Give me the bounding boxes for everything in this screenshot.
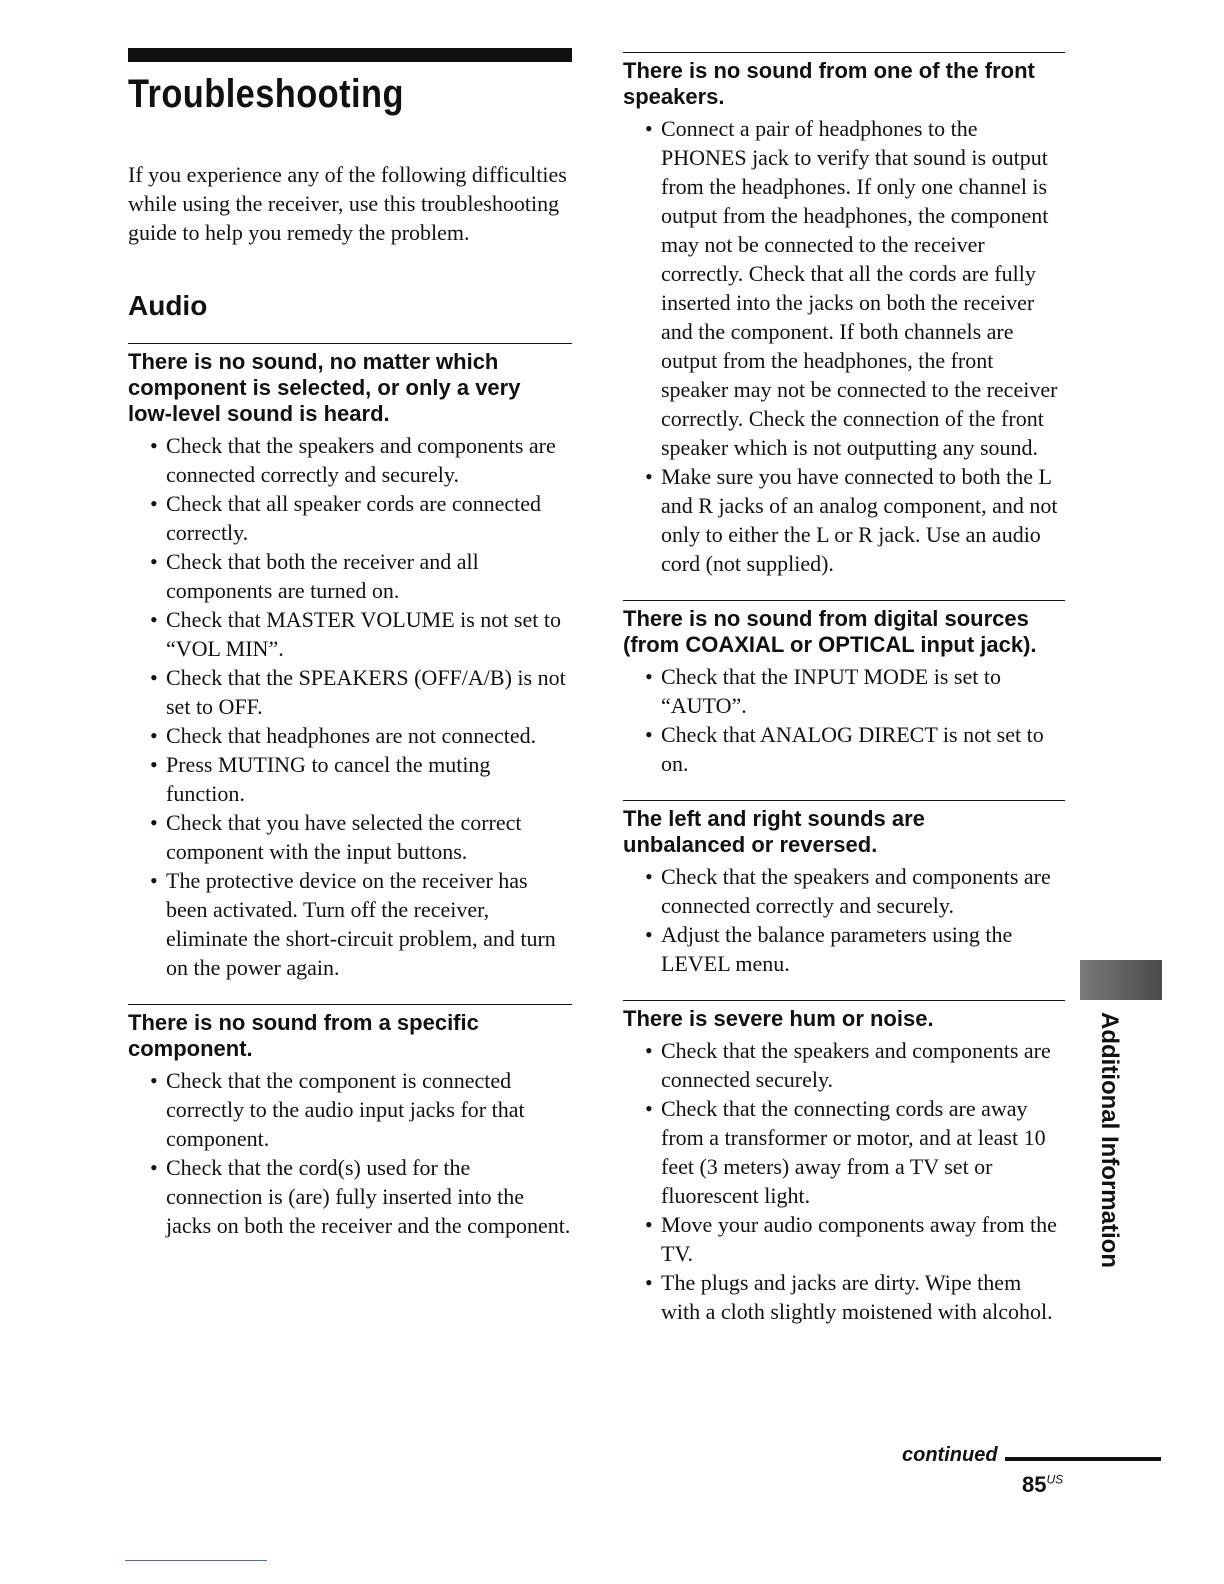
- continued-rule: [1005, 1457, 1161, 1461]
- intro-paragraph: If you experience any of the following difficulties while using the receiver, use this troubleshooting guide to help you remedy the problem.: [128, 162, 567, 245]
- tip-item: • Check that the INPUT MODE is set to “AUTO”.: [645, 662, 1065, 720]
- tip-item: • Check that the speakers and components are connected correctly and securely.: [645, 862, 1065, 920]
- page-title: Troubleshooting: [128, 72, 404, 116]
- issue-digital-sources: [623, 600, 1065, 778]
- issue-hum-noise: [623, 1000, 1065, 1326]
- tip-item: • Check that ANALOG DIRECT is not set to on.: [645, 720, 1065, 778]
- issue-title: There is no sound from digital sources (from COAXIAL or OPTICAL input jack).: [623, 606, 1037, 657]
- tip-item: • The plugs and jacks are dirty. Wipe them with a cloth slightly moistened with alcohol.: [645, 1268, 1065, 1326]
- tip-list: [623, 1036, 1065, 1326]
- tip-list: [623, 862, 1065, 978]
- tip-list: [128, 431, 572, 982]
- issue-specific-component: [128, 1004, 572, 1240]
- page-number: [1022, 1472, 1063, 1498]
- tip-item: • Check that headphones are not connected.: [150, 721, 572, 750]
- continued-label: continued: [902, 1444, 998, 1466]
- issue-front-speaker: [623, 52, 1065, 578]
- tip-item: • Press MUTING to cancel the muting function.: [150, 750, 572, 808]
- issue-title: There is severe hum or noise.: [623, 1006, 934, 1031]
- issue-title: There is no sound from one of the front speakers.: [623, 58, 1035, 109]
- side-tab-marker: [1080, 960, 1162, 1000]
- side-tab-label: Additional Information: [1096, 1012, 1123, 1268]
- issue-title: There is no sound from a specific component.: [128, 1010, 479, 1061]
- tip-item: • Make sure you have connected to both the L and R jacks of an analog component, and not only to either the L or R jack. Use an audio cord (not supplied).: [645, 462, 1065, 578]
- tip-list: [128, 1066, 572, 1240]
- right-column: [623, 52, 1065, 1326]
- tip-list: [623, 114, 1065, 578]
- tip-item: • Check that the connecting cords are away from a transformer or motor, and at least 10 feet (3 meters) away from a TV set or fluorescent light.: [645, 1094, 1065, 1210]
- bottom-rule: [125, 1560, 267, 1561]
- tip-item: • Check that you have selected the correct component with the input buttons.: [150, 808, 572, 866]
- tip-item: • Check that all speaker cords are connected correctly.: [150, 489, 572, 547]
- tip-item: • Check that the SPEAKERS (OFF/A/B) is not set to OFF.: [150, 663, 572, 721]
- tip-item: • Move your audio components away from the TV.: [645, 1210, 1065, 1268]
- tip-item: • Check that the component is connected correctly to the audio input jacks for that component.: [150, 1066, 572, 1153]
- tip-item: • Check that the speakers and components are connected securely.: [645, 1036, 1065, 1094]
- tip-item: • Connect a pair of headphones to the PHONES jack to verify that sound is output from the headphones. If only one channel is output from the headphones, the component may not be connected to the receiver correctly. Check that all the cords are fully inserted into the jacks on both the receiver and the component. If both channels are output from the headphones, the front speaker may not be connected to the receiver correctly. Check the connection of the front speaker which is not outputting any sound.: [645, 114, 1065, 462]
- title-bar: [128, 48, 572, 62]
- tip-item: • Adjust the balance parameters using the LEVEL menu.: [645, 920, 1065, 978]
- tip-item: • Check that both the receiver and all components are turned on.: [150, 547, 572, 605]
- tip-item: • Check that the cord(s) used for the connection is (are) fully inserted into the jacks on both the receiver and the component.: [150, 1153, 572, 1240]
- page-number-value: 85: [1022, 1472, 1047, 1497]
- left-column: [128, 48, 572, 1240]
- issue-title: The left and right sounds are unbalanced or reversed.: [623, 806, 925, 857]
- tip-item: • Check that MASTER VOLUME is not set to “VOL MIN”.: [150, 605, 572, 663]
- issue-unbalanced: [623, 800, 1065, 978]
- section-title: Audio: [128, 290, 208, 321]
- issue-no-sound: [128, 343, 572, 982]
- tip-item: • Check that the speakers and components are connected correctly and securely.: [150, 431, 572, 489]
- issue-title: There is no sound, no matter which component is selected, or only a very low-level sound is heard.: [128, 349, 521, 426]
- tip-list: [623, 662, 1065, 778]
- tip-item: • The protective device on the receiver has been activated. Turn off the receiver, eliminate the short-circuit problem, and turn on the power again.: [150, 866, 572, 982]
- page-number-suffix: US: [1046, 1472, 1064, 1487]
